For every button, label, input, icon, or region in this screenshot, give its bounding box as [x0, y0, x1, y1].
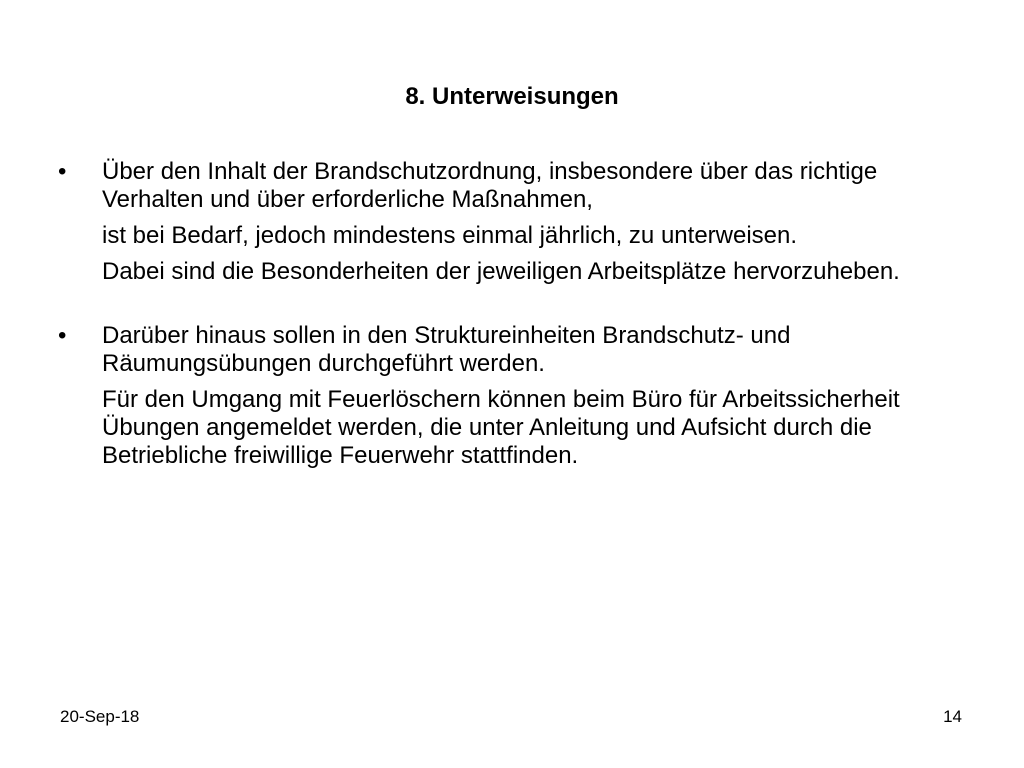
slide-title: 8. Unterweisungen [405, 83, 619, 110]
bullet-item [58, 158, 978, 286]
slide-content [58, 158, 978, 478]
bullet-paragraph: Über den Inhalt der Brandschutzordnung, insbesondere über das richtige Verhalten und über erforderliche Maßnahmen, [102, 158, 878, 213]
bullet-paragraph: ist bei Bedarf, jedoch mindestens einmal jährlich, zu unterweisen. [102, 222, 798, 249]
bullet-item [58, 322, 978, 470]
bullet-marker: • [58, 158, 67, 185]
bullet-paragraph: Darüber hinaus sollen in den Struktureinheiten Brandschutz- und Räumungsübungen durchgeführt werden. [102, 322, 791, 377]
footer-date: 20-Sep-18 [60, 707, 140, 726]
page-number: 14 [943, 707, 962, 726]
bullet-paragraph: Für den Umgang mit Feuerlöschern können beim Büro für Arbeitssicherheit Übungen angemeldet werden, die unter Anleitung und Aufsicht durch die Betriebliche freiwillige Feuerwehr stattfinden. [102, 386, 900, 469]
bullet-paragraph: Dabei sind die Besonderheiten der jeweiligen Arbeitsplätze hervorzuheben. [102, 258, 900, 285]
bullet-marker: • [58, 322, 67, 349]
